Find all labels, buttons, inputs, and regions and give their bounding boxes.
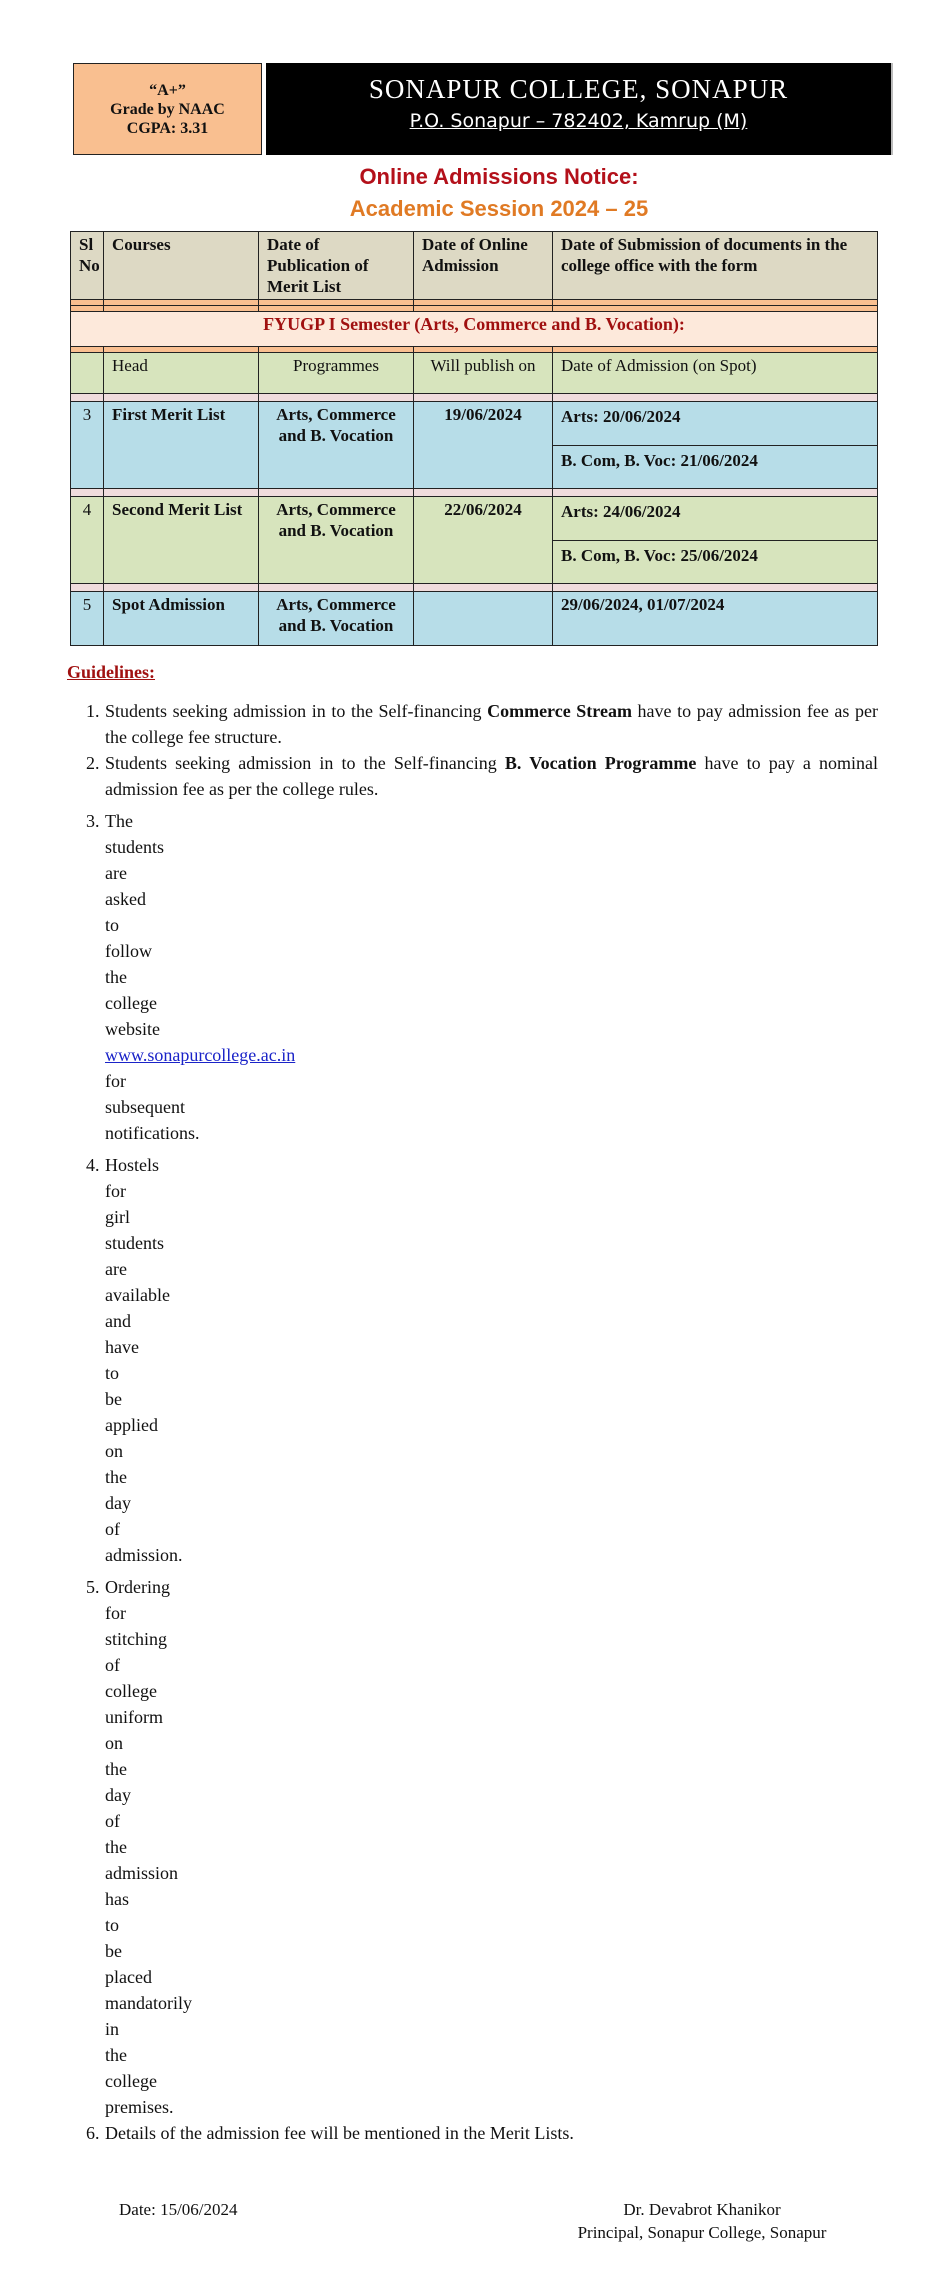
row-head: First Merit List xyxy=(104,402,259,489)
notice-titles xyxy=(0,161,934,225)
guideline-item: 6. Details of the admission fee will be mentioned in the Merit Lists. xyxy=(104,2120,878,2146)
signatory-designation: Principal, Sonapur College, Sonapur xyxy=(577,2223,827,2242)
subheader-admission-date: Date of Admission (on Spot) xyxy=(553,353,878,394)
naac-grade-box xyxy=(73,63,262,155)
naac-grade: “A+” xyxy=(149,81,186,99)
row-sl: 4 xyxy=(71,497,104,584)
admission-date-arts: Arts: 20/06/2024 xyxy=(553,402,877,446)
guideline-item xyxy=(104,750,878,802)
row-publish-date: 19/06/2024 xyxy=(414,402,553,489)
letterhead xyxy=(73,63,893,155)
row-publish-date xyxy=(414,592,553,646)
guideline-emphasis: Commerce Stream xyxy=(487,701,632,721)
separator-row xyxy=(71,489,878,497)
guideline-text: have to pay a nominal admission fee as per the college rules. xyxy=(105,753,879,799)
section-title: FYUGP I Semester (Arts, Commerce and B. Vocation): xyxy=(71,312,878,347)
table-row xyxy=(71,592,878,646)
admission-schedule-table xyxy=(70,231,878,646)
guideline-emphasis: B. Vocation Programme xyxy=(504,753,697,773)
header-online-admission: Date of Online Admission xyxy=(414,232,553,300)
row-publish-date: 22/06/2024 xyxy=(414,497,553,584)
guidelines-list xyxy=(82,698,878,2146)
guideline-item xyxy=(104,808,296,1146)
admission-date-bcom-bvoc: B. Com, B. Voc: 21/06/2024 xyxy=(561,451,758,470)
subheader-row xyxy=(71,353,878,394)
notice-date: Date: 15/06/2024 xyxy=(119,2200,238,2219)
naac-label: Grade by NAAC xyxy=(110,100,225,118)
guideline-text: The students are asked to follow the college website xyxy=(105,811,165,1039)
header-submission-date: Date of Submission of documents in the college office with the form xyxy=(553,232,878,300)
college-banner xyxy=(266,63,893,155)
row-admission-dates: 29/06/2024, 01/07/2024 xyxy=(553,592,878,646)
guideline-text: Students seeking admission in to the Self-financing xyxy=(105,753,505,773)
college-address: P.O. Sonapur – 782402, Kamrup (M) xyxy=(409,110,748,132)
row-sl: 5 xyxy=(71,592,104,646)
signatory-name: Dr. Devabrot Khanikor xyxy=(623,2200,781,2219)
college-name: SONAPUR COLLEGE, SONAPUR xyxy=(368,74,789,104)
guideline-text: have to pay admission fee as per the college fee structure. xyxy=(105,701,879,747)
guidelines-title: Guidelines: xyxy=(67,662,156,682)
row-admission-dates xyxy=(553,497,878,584)
row-programmes: Arts, Commerce and B. Vocation xyxy=(259,592,414,646)
guideline-item xyxy=(104,698,878,750)
row-head: Second Merit List xyxy=(104,497,259,584)
header-publication-date: Date of Publication of Merit List xyxy=(259,232,414,300)
row-programmes: Arts, Commerce and B. Vocation xyxy=(259,497,414,584)
college-website-link[interactable]: www.sonapurcollege.ac.in xyxy=(105,1045,296,1065)
section-row xyxy=(71,312,878,347)
row-admission-dates xyxy=(553,402,878,489)
guideline-item: 5. Ordering for stitching of college uniform on the day of the admission has to be placed mandatorily in the college premises. xyxy=(104,1574,109,2120)
separator-row xyxy=(71,394,878,402)
naac-cgpa: CGPA: 3.31 xyxy=(126,119,209,137)
guideline-item: 4. Hostels for girl students are available and have to be applied on the day of admission. xyxy=(104,1152,109,1568)
table-header-row xyxy=(71,232,878,300)
subheader-programmes: Programmes xyxy=(259,353,414,394)
admission-date-bcom-bvoc: B. Com, B. Voc: 25/06/2024 xyxy=(561,546,758,565)
header-courses: Courses xyxy=(104,232,259,300)
session-title: Academic Session 2024 – 25 xyxy=(349,196,649,221)
admission-date-arts: Arts: 24/06/2024 xyxy=(553,497,877,541)
subheader-head: Head xyxy=(104,353,259,394)
row-programmes: Arts, Commerce and B. Vocation xyxy=(259,402,414,489)
row-sl: 3 xyxy=(71,402,104,489)
subheader-publish: Will publish on xyxy=(414,353,553,394)
header-sl-no: Sl No xyxy=(71,232,104,300)
table-row xyxy=(71,402,878,489)
subheader-empty xyxy=(71,353,104,394)
table-row xyxy=(71,497,878,584)
guideline-text: Students seeking admission in to the Self-financing xyxy=(105,701,488,721)
notice-footer xyxy=(0,2198,864,2284)
notice-title: Online Admissions Notice: xyxy=(359,164,639,189)
row-head: Spot Admission xyxy=(104,592,259,646)
signature-block xyxy=(540,2198,864,2244)
separator-row xyxy=(71,584,878,592)
guideline-text: for subsequent notifications. xyxy=(105,1071,200,1143)
